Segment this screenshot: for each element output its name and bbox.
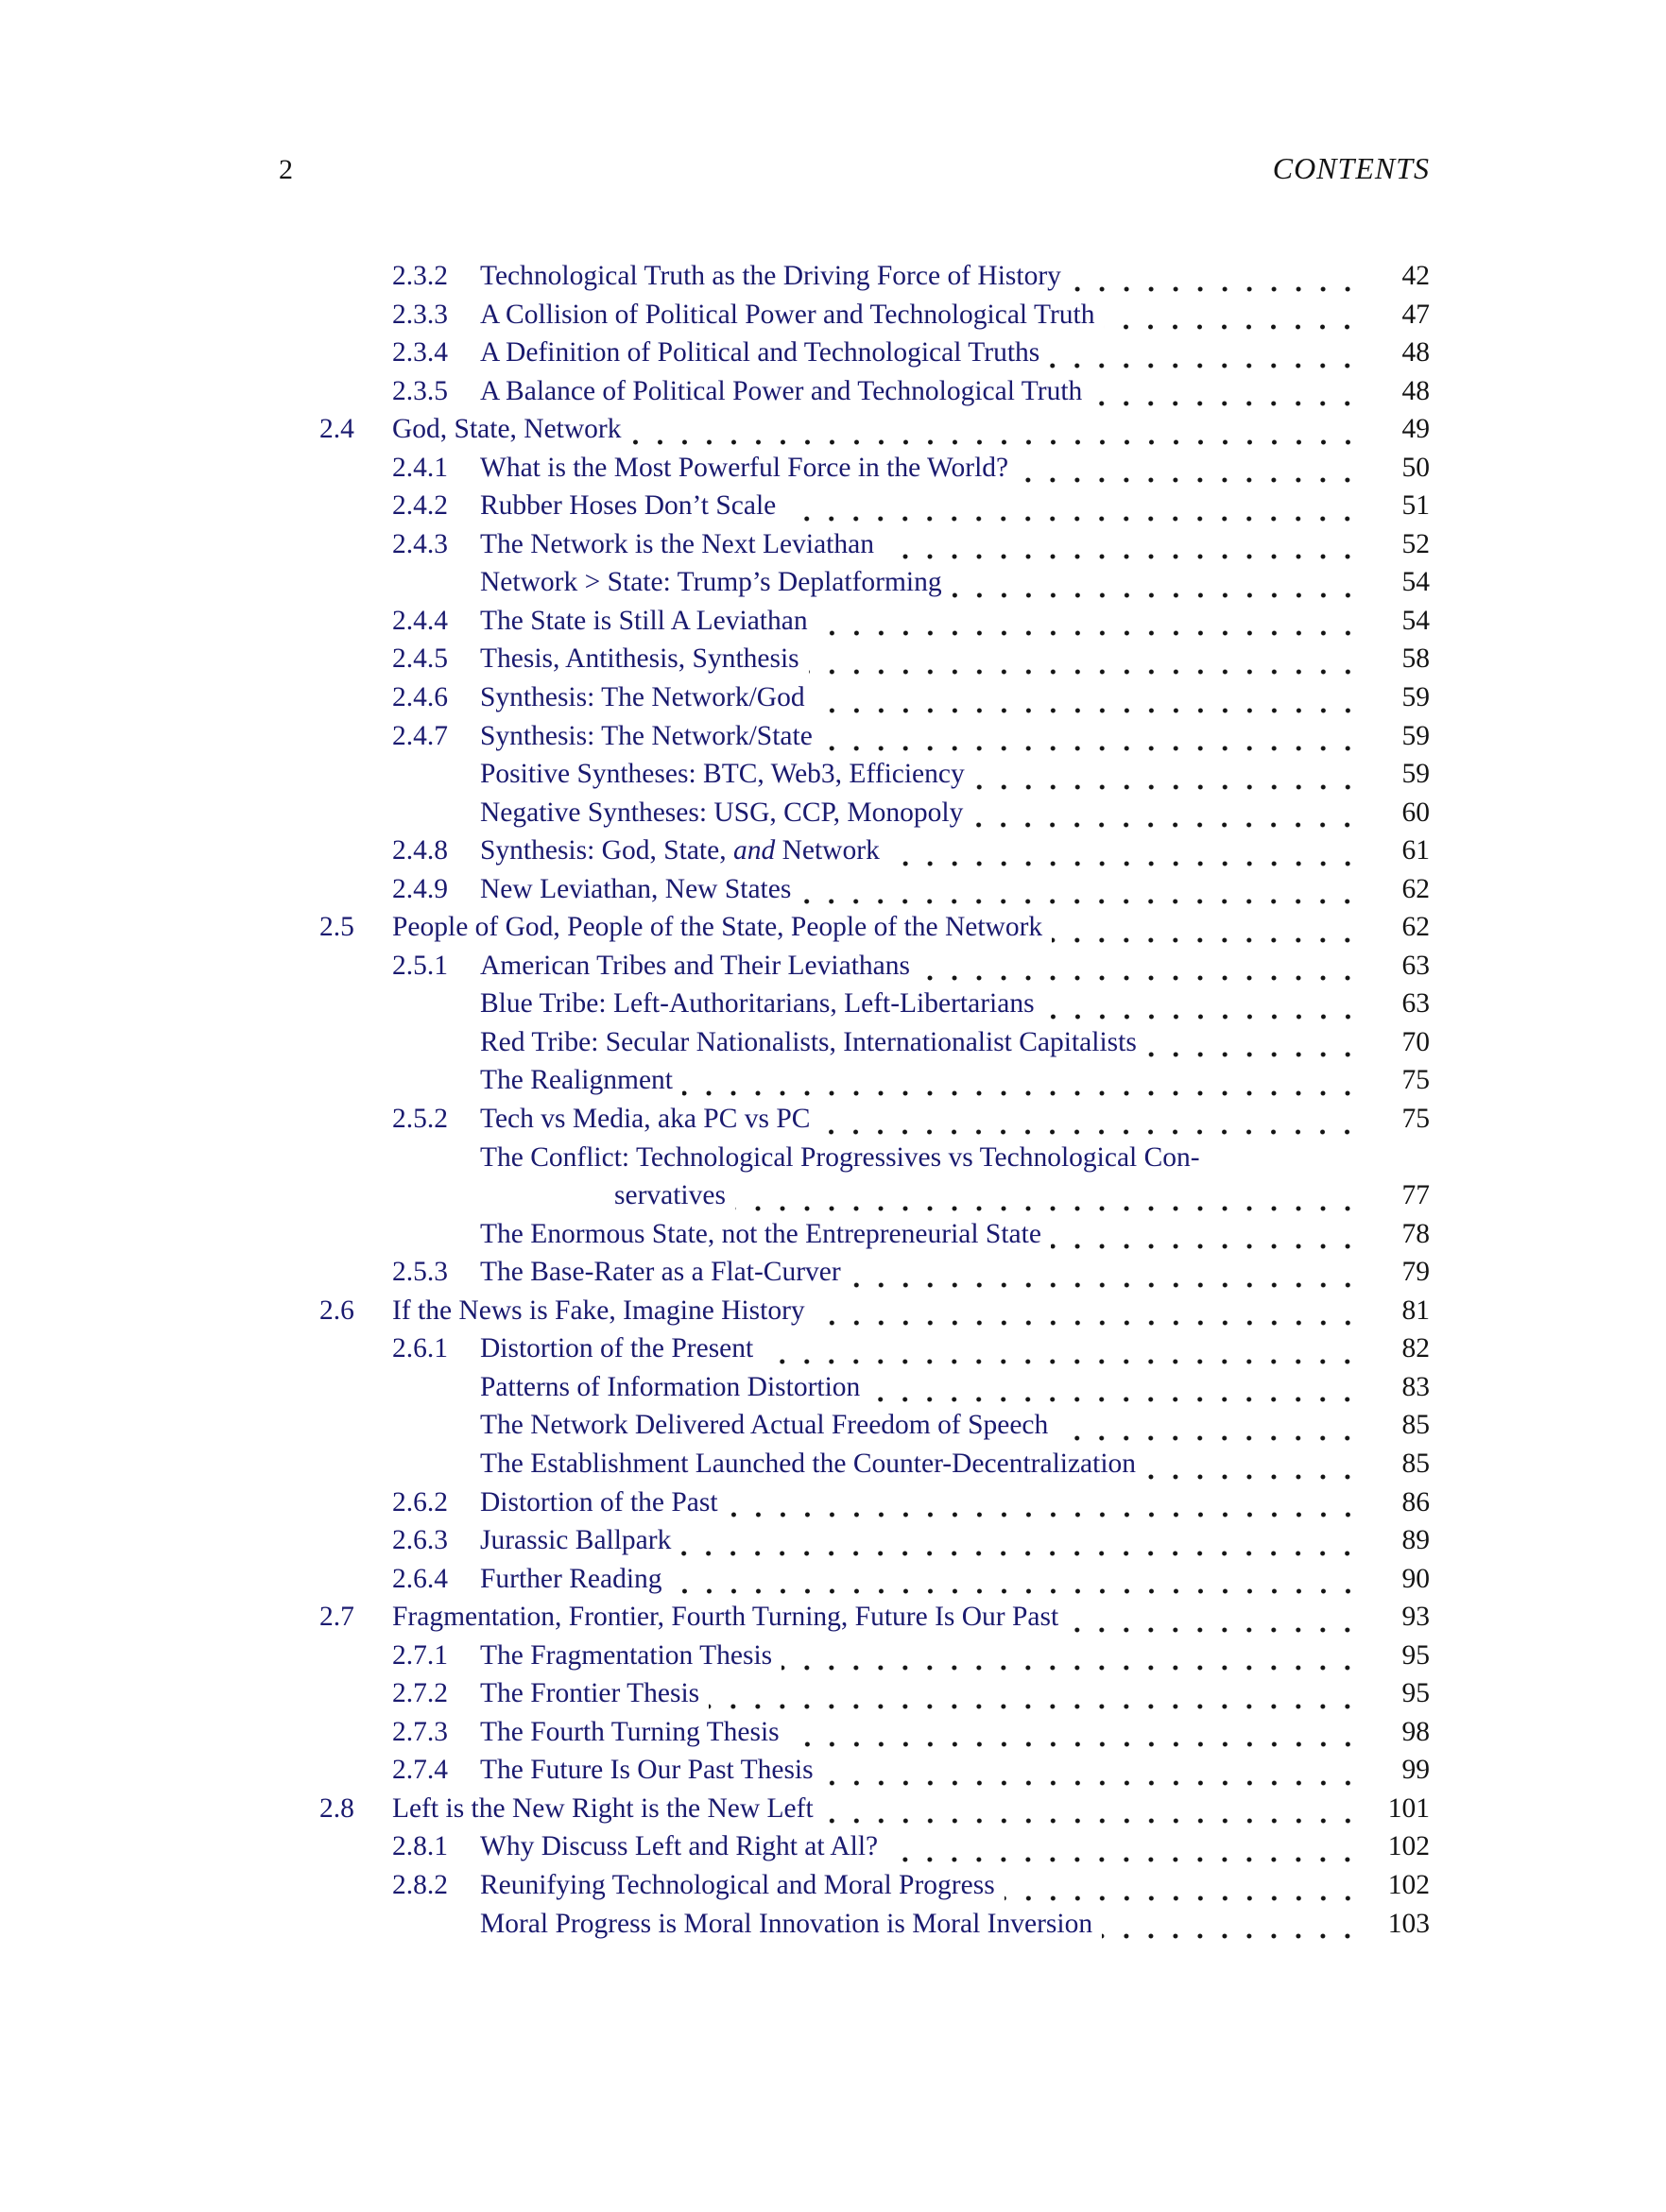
toc-entry-number[interactable]: 2.5.3 <box>392 1257 448 1288</box>
toc-entry-title[interactable]: The Network is the Next Leviathan <box>480 528 874 559</box>
toc-dot-leader <box>800 874 1365 913</box>
toc-dot-leader <box>735 1180 1365 1219</box>
toc-entry-number[interactable]: 2.7 <box>319 1602 354 1633</box>
toc-entry-title[interactable]: The Frontier Thesis <box>480 1678 700 1709</box>
toc-dot-leader <box>1052 912 1365 951</box>
toc-entry-number[interactable]: 2.5.2 <box>392 1104 448 1135</box>
toc-entry-number[interactable]: 2.4.3 <box>392 528 448 559</box>
toc-page-number: 59 <box>1401 720 1430 751</box>
toc-entry-number[interactable]: 2.3.5 <box>392 375 448 406</box>
toc-page-number: 98 <box>1401 1716 1430 1747</box>
toc-dot-leader <box>1049 337 1365 376</box>
toc-page-number: 77 <box>1401 1180 1430 1211</box>
toc-dot-leader <box>1057 1410 1365 1449</box>
toc-entry <box>279 567 1430 606</box>
toc-entry <box>279 376 1430 415</box>
toc-page-number: 95 <box>1401 1639 1430 1671</box>
toc-entry <box>279 1142 1430 1181</box>
toc-entry <box>279 337 1430 376</box>
toc-entry-title[interactable]: The Network Delivered Actual Freedom of Speech <box>480 1410 1049 1441</box>
toc-entry <box>279 1027 1430 1066</box>
toc-entry-title[interactable]: American Tribes and Their Leviathans <box>480 950 910 981</box>
toc-entry <box>279 643 1430 682</box>
toc-page-number: 54 <box>1401 605 1430 636</box>
toc-dot-leader <box>974 759 1365 797</box>
toc-dot-leader <box>1104 300 1365 338</box>
toc-entry-number[interactable]: 2.5.1 <box>392 950 448 981</box>
toc-entry <box>279 1678 1430 1717</box>
toc-entry-title[interactable]: The Enormous State, not the Entrepreneurial State <box>480 1218 1041 1249</box>
toc-entry <box>279 759 1430 797</box>
toc-dot-leader <box>672 1564 1365 1603</box>
toc-entry-title[interactable]: Positive Syntheses: BTC, Web3, Efficiency <box>480 759 965 790</box>
toc-entry <box>279 874 1430 913</box>
running-header <box>279 151 1430 186</box>
toc-page-number: 47 <box>1401 299 1430 330</box>
toc-dot-leader <box>823 1755 1365 1793</box>
toc-page-number: 99 <box>1401 1755 1430 1786</box>
toc-entry-title[interactable]: Blue Tribe: Left-Authoritarians, Left-Libertarians <box>480 988 1035 1020</box>
toc-entry-title[interactable]: The Fourth Turning Thesis <box>480 1716 780 1747</box>
toc-entry <box>279 1372 1430 1411</box>
toc-page-number: 59 <box>1401 682 1430 713</box>
toc-entry-number[interactable]: 2.7.3 <box>392 1716 448 1747</box>
toc-page-number: 81 <box>1401 1295 1430 1326</box>
toc-dot-leader <box>823 1793 1365 1832</box>
toc-dot-leader <box>1051 1219 1365 1258</box>
toc-entry <box>279 453 1430 491</box>
toc-entry <box>279 912 1430 951</box>
toc-entry-title[interactable]: Patterns of Information Distortion <box>480 1371 861 1402</box>
toc-page-number: 42 <box>1401 261 1430 291</box>
toc-entry-title[interactable]: Thesis, Antithesis, Synthesis <box>480 643 799 675</box>
toc-entry-number[interactable]: 2.4.4 <box>392 605 448 636</box>
toc-entry <box>279 951 1430 989</box>
toc-entry <box>279 721 1430 760</box>
toc-entry-number[interactable]: 2.4.1 <box>392 452 448 483</box>
toc-page-number: 59 <box>1401 759 1430 790</box>
toc-page-number: 93 <box>1401 1602 1430 1633</box>
toc-page-number: 89 <box>1401 1525 1430 1556</box>
toc-dot-leader <box>889 835 1365 874</box>
toc-page-number: 52 <box>1401 528 1430 559</box>
toc-entry-number[interactable]: 2.6.3 <box>392 1525 448 1556</box>
toc-entry <box>279 1755 1430 1793</box>
toc-page-number: 63 <box>1401 988 1430 1020</box>
toc-entry-title[interactable]: servatives <box>614 1180 726 1211</box>
toc-entry-title[interactable]: Synthesis: The Network/God <box>480 682 805 713</box>
toc-page-number: 61 <box>1401 835 1430 866</box>
toc-entry-number[interactable]: 2.4.2 <box>392 490 448 522</box>
toc-page-number: 102 <box>1387 1869 1430 1900</box>
toc-entry-title[interactable]: If the News is Fake, Imagine History <box>392 1295 805 1326</box>
toc-dot-leader <box>822 721 1365 760</box>
toc-entry-number[interactable]: 2.3.3 <box>392 299 448 330</box>
toc-page-number: 48 <box>1401 337 1430 369</box>
toc-entry <box>279 1793 1430 1832</box>
toc-entry <box>279 1219 1430 1258</box>
toc-entry <box>279 1257 1430 1295</box>
toc-entry <box>279 1602 1430 1640</box>
toc-page-number: 79 <box>1401 1257 1430 1288</box>
toc-entry-title[interactable]: Distortion of the Past <box>480 1486 718 1518</box>
toc-page-number: 62 <box>1401 873 1430 904</box>
toc-page-number: 48 <box>1401 375 1430 406</box>
toc-page-number: 83 <box>1401 1371 1430 1402</box>
toc-dot-leader <box>631 414 1365 453</box>
toc-page-number: 54 <box>1401 567 1430 598</box>
toc-entry-title[interactable]: Why Discuss Left and Right at All? <box>480 1831 879 1862</box>
toc-dot-leader <box>728 1487 1365 1526</box>
toc-dot-leader <box>815 682 1365 721</box>
toc-dot-leader <box>1102 1909 1365 1947</box>
toc-entry <box>279 261 1430 300</box>
toc-dot-leader <box>785 490 1365 529</box>
toc-entry-title[interactable]: A Collision of Political Power and Technological Truth <box>480 299 1095 330</box>
toc-entry <box>279 835 1430 874</box>
toc-entry <box>279 682 1430 721</box>
toc-entry-title[interactable]: Jurassic Ballpark <box>480 1525 672 1556</box>
toc-entry-title[interactable]: Fragmentation, Frontier, Fourth Turning, Future Is Our Past <box>392 1602 1059 1633</box>
toc-page-number: 50 <box>1401 452 1430 483</box>
toc-dot-leader <box>682 1065 1365 1104</box>
toc-page-number: 51 <box>1401 490 1430 522</box>
toc-page-number: 75 <box>1401 1065 1430 1096</box>
toc-entry-number[interactable]: 2.4.8 <box>392 835 448 866</box>
toc-dot-leader <box>809 643 1365 682</box>
toc-entry-title[interactable]: Network > State: Trump’s Deplatforming <box>480 567 942 598</box>
toc-entry <box>279 300 1430 338</box>
toc-entry-title[interactable]: Left is the New Right is the New Left <box>392 1792 814 1824</box>
toc-entry <box>279 490 1430 529</box>
toc-page-number: 82 <box>1401 1333 1430 1364</box>
toc-entry-number[interactable]: 2.8 <box>319 1792 354 1824</box>
toc-page-number: 60 <box>1401 797 1430 828</box>
toc-entry-title[interactable]: The Fragmentation Thesis <box>480 1639 773 1671</box>
toc-dot-leader <box>763 1333 1365 1372</box>
toc-entry <box>279 1180 1430 1219</box>
toc-dot-leader <box>1091 376 1365 415</box>
toc-entry <box>279 1410 1430 1449</box>
toc-entry <box>279 414 1430 453</box>
toc-dot-leader <box>884 529 1365 568</box>
toc-entry <box>279 1525 1430 1564</box>
toc-entry-title[interactable]: Distortion of the Present <box>480 1333 754 1364</box>
toc-page-number: 75 <box>1401 1104 1430 1135</box>
toc-page-number: 85 <box>1401 1448 1430 1479</box>
header-title: CONTENTS <box>1272 151 1430 185</box>
toc-entry-title[interactable]: The Future Is Our Past Thesis <box>480 1755 814 1786</box>
toc-page-number: 102 <box>1387 1831 1430 1862</box>
toc-entry-title[interactable]: Rubber Hoses Don’t Scale <box>480 490 777 522</box>
toc-page-number: 95 <box>1401 1678 1430 1709</box>
toc-page-number: 78 <box>1401 1218 1430 1249</box>
toc-dot-leader <box>680 1525 1365 1564</box>
toc-entry-number[interactable]: 2.8.2 <box>392 1869 448 1900</box>
toc-dot-leader <box>952 567 1365 606</box>
toc-entry-title[interactable]: Negative Syntheses: USG, CCP, Monopoly <box>480 797 964 828</box>
toc-entry <box>279 1333 1430 1372</box>
toc-entry-number[interactable]: 2.4.6 <box>392 682 448 713</box>
toc-entry-title[interactable]: People of God, People of the State, People of the Network <box>392 912 1043 943</box>
toc-page-number: 62 <box>1401 912 1430 943</box>
toc-dot-leader <box>817 606 1365 644</box>
table-of-contents <box>279 261 1430 1946</box>
toc-entry-number[interactable]: 2.4.7 <box>392 720 448 751</box>
toc-dot-leader <box>972 797 1365 836</box>
toc-entry <box>279 1640 1430 1679</box>
toc-dot-leader <box>781 1640 1365 1679</box>
toc-entry-number[interactable]: 2.3.4 <box>392 337 448 369</box>
toc-entry-title[interactable]: The State is Still A Leviathan <box>480 605 808 636</box>
toc-dot-leader <box>709 1678 1365 1717</box>
toc-dot-leader <box>869 1372 1365 1411</box>
toc-entry-number[interactable]: 2.3.2 <box>392 261 448 291</box>
toc-entry <box>279 1104 1430 1142</box>
toc-entry-title[interactable]: Moral Progress is Moral Innovation is Moral Inversion <box>480 1908 1093 1939</box>
toc-entry-title[interactable]: Technological Truth as the Driving Force of History <box>480 261 1061 291</box>
toc-entry <box>279 529 1430 568</box>
toc-entry-title[interactable]: What is the Most Powerful Force in the World? <box>480 452 1009 483</box>
toc-entry-title[interactable]: A Balance of Political Power and Technological Truth <box>480 375 1083 406</box>
header-page-number: 2 <box>279 154 293 185</box>
toc-page-number: 58 <box>1401 643 1430 675</box>
toc-entry-number[interactable]: 2.4 <box>319 414 354 445</box>
toc-entry-number[interactable]: 2.8.1 <box>392 1831 448 1862</box>
toc-dot-leader <box>887 1831 1365 1870</box>
toc-page-number: 49 <box>1401 414 1430 445</box>
toc-entry <box>279 988 1430 1027</box>
toc-dot-leader <box>919 951 1365 989</box>
toc-entry-title[interactable]: Synthesis: The Network/State <box>480 720 813 751</box>
toc-entry <box>279 606 1430 644</box>
toc-entry-number[interactable]: 2.7.4 <box>392 1755 448 1786</box>
toc-dot-leader <box>1146 1027 1365 1066</box>
toc-entry-title[interactable]: Red Tribe: Secular Nationalists, Internationalist Capitalists <box>480 1026 1137 1057</box>
toc-entry-title[interactable]: Synthesis: God, State, and Network <box>480 835 880 866</box>
toc-page-number: 101 <box>1387 1792 1430 1824</box>
toc-dot-leader <box>819 1104 1365 1142</box>
toc-entry-number[interactable]: 2.5 <box>319 912 354 943</box>
toc-entry-title[interactable]: God, State, Network <box>392 414 622 445</box>
toc-entry-number[interactable]: 2.7.1 <box>392 1639 448 1671</box>
toc-entry-number[interactable]: 2.7.2 <box>392 1678 448 1709</box>
toc-entry-title[interactable]: New Leviathan, New States <box>480 873 792 904</box>
toc-entry-number[interactable]: 2.6.1 <box>392 1333 448 1364</box>
toc-dot-leader <box>1071 261 1365 300</box>
toc-page-number: 63 <box>1401 950 1430 981</box>
toc-dot-leader <box>1044 988 1365 1027</box>
toc-dot-leader <box>1068 1602 1365 1640</box>
toc-entry <box>279 1449 1430 1487</box>
toc-entry-number[interactable]: 2.6.4 <box>392 1563 448 1594</box>
toc-page-number: 70 <box>1401 1026 1430 1057</box>
toc-page-number: 85 <box>1401 1410 1430 1441</box>
toc-entry <box>279 1487 1430 1526</box>
toc-entry <box>279 1831 1430 1870</box>
toc-entry-title[interactable]: Reunifying Technological and Moral Progress <box>480 1869 995 1900</box>
toc-dot-leader <box>1210 1142 1365 1181</box>
toc-page-number: 103 <box>1387 1908 1430 1939</box>
toc-dot-leader <box>1018 453 1365 491</box>
toc-entry-number[interactable]: 2.4.5 <box>392 643 448 675</box>
toc-entry <box>279 1295 1430 1334</box>
toc-dot-leader <box>1145 1449 1365 1487</box>
toc-entry <box>279 1564 1430 1603</box>
toc-entry-title[interactable]: Further Reading <box>480 1563 662 1594</box>
toc-entry-title[interactable]: The Base-Rater as a Flat-Curver <box>480 1257 841 1288</box>
toc-entry <box>279 1870 1430 1909</box>
toc-entry <box>279 1909 1430 1947</box>
toc-page-number: 86 <box>1401 1486 1430 1518</box>
toc-dot-leader <box>789 1717 1365 1756</box>
toc-entry-number[interactable]: 2.6.2 <box>392 1486 448 1518</box>
toc-entry <box>279 797 1430 836</box>
toc-entry-title[interactable]: A Definition of Political and Technological Truths <box>480 337 1040 369</box>
toc-dot-leader <box>850 1257 1365 1295</box>
toc-entry-title[interactable]: The Conflict: Technological Progressives vs Technological Con- <box>480 1141 1200 1173</box>
toc-page-number: 90 <box>1401 1563 1430 1594</box>
toc-entry-title[interactable]: The Establishment Launched the Counter-Decentralization <box>480 1448 1137 1479</box>
toc-entry-title[interactable]: The Realignment <box>480 1065 673 1096</box>
toc-dot-leader <box>815 1295 1365 1334</box>
toc-dot-leader <box>1005 1870 1365 1909</box>
toc-entry-title[interactable]: Tech vs Media, aka PC vs PC <box>480 1104 811 1135</box>
toc-entry <box>279 1065 1430 1104</box>
toc-entry-number[interactable]: 2.4.9 <box>392 873 448 904</box>
toc-entry <box>279 1717 1430 1756</box>
toc-entry-number[interactable]: 2.6 <box>319 1295 354 1326</box>
